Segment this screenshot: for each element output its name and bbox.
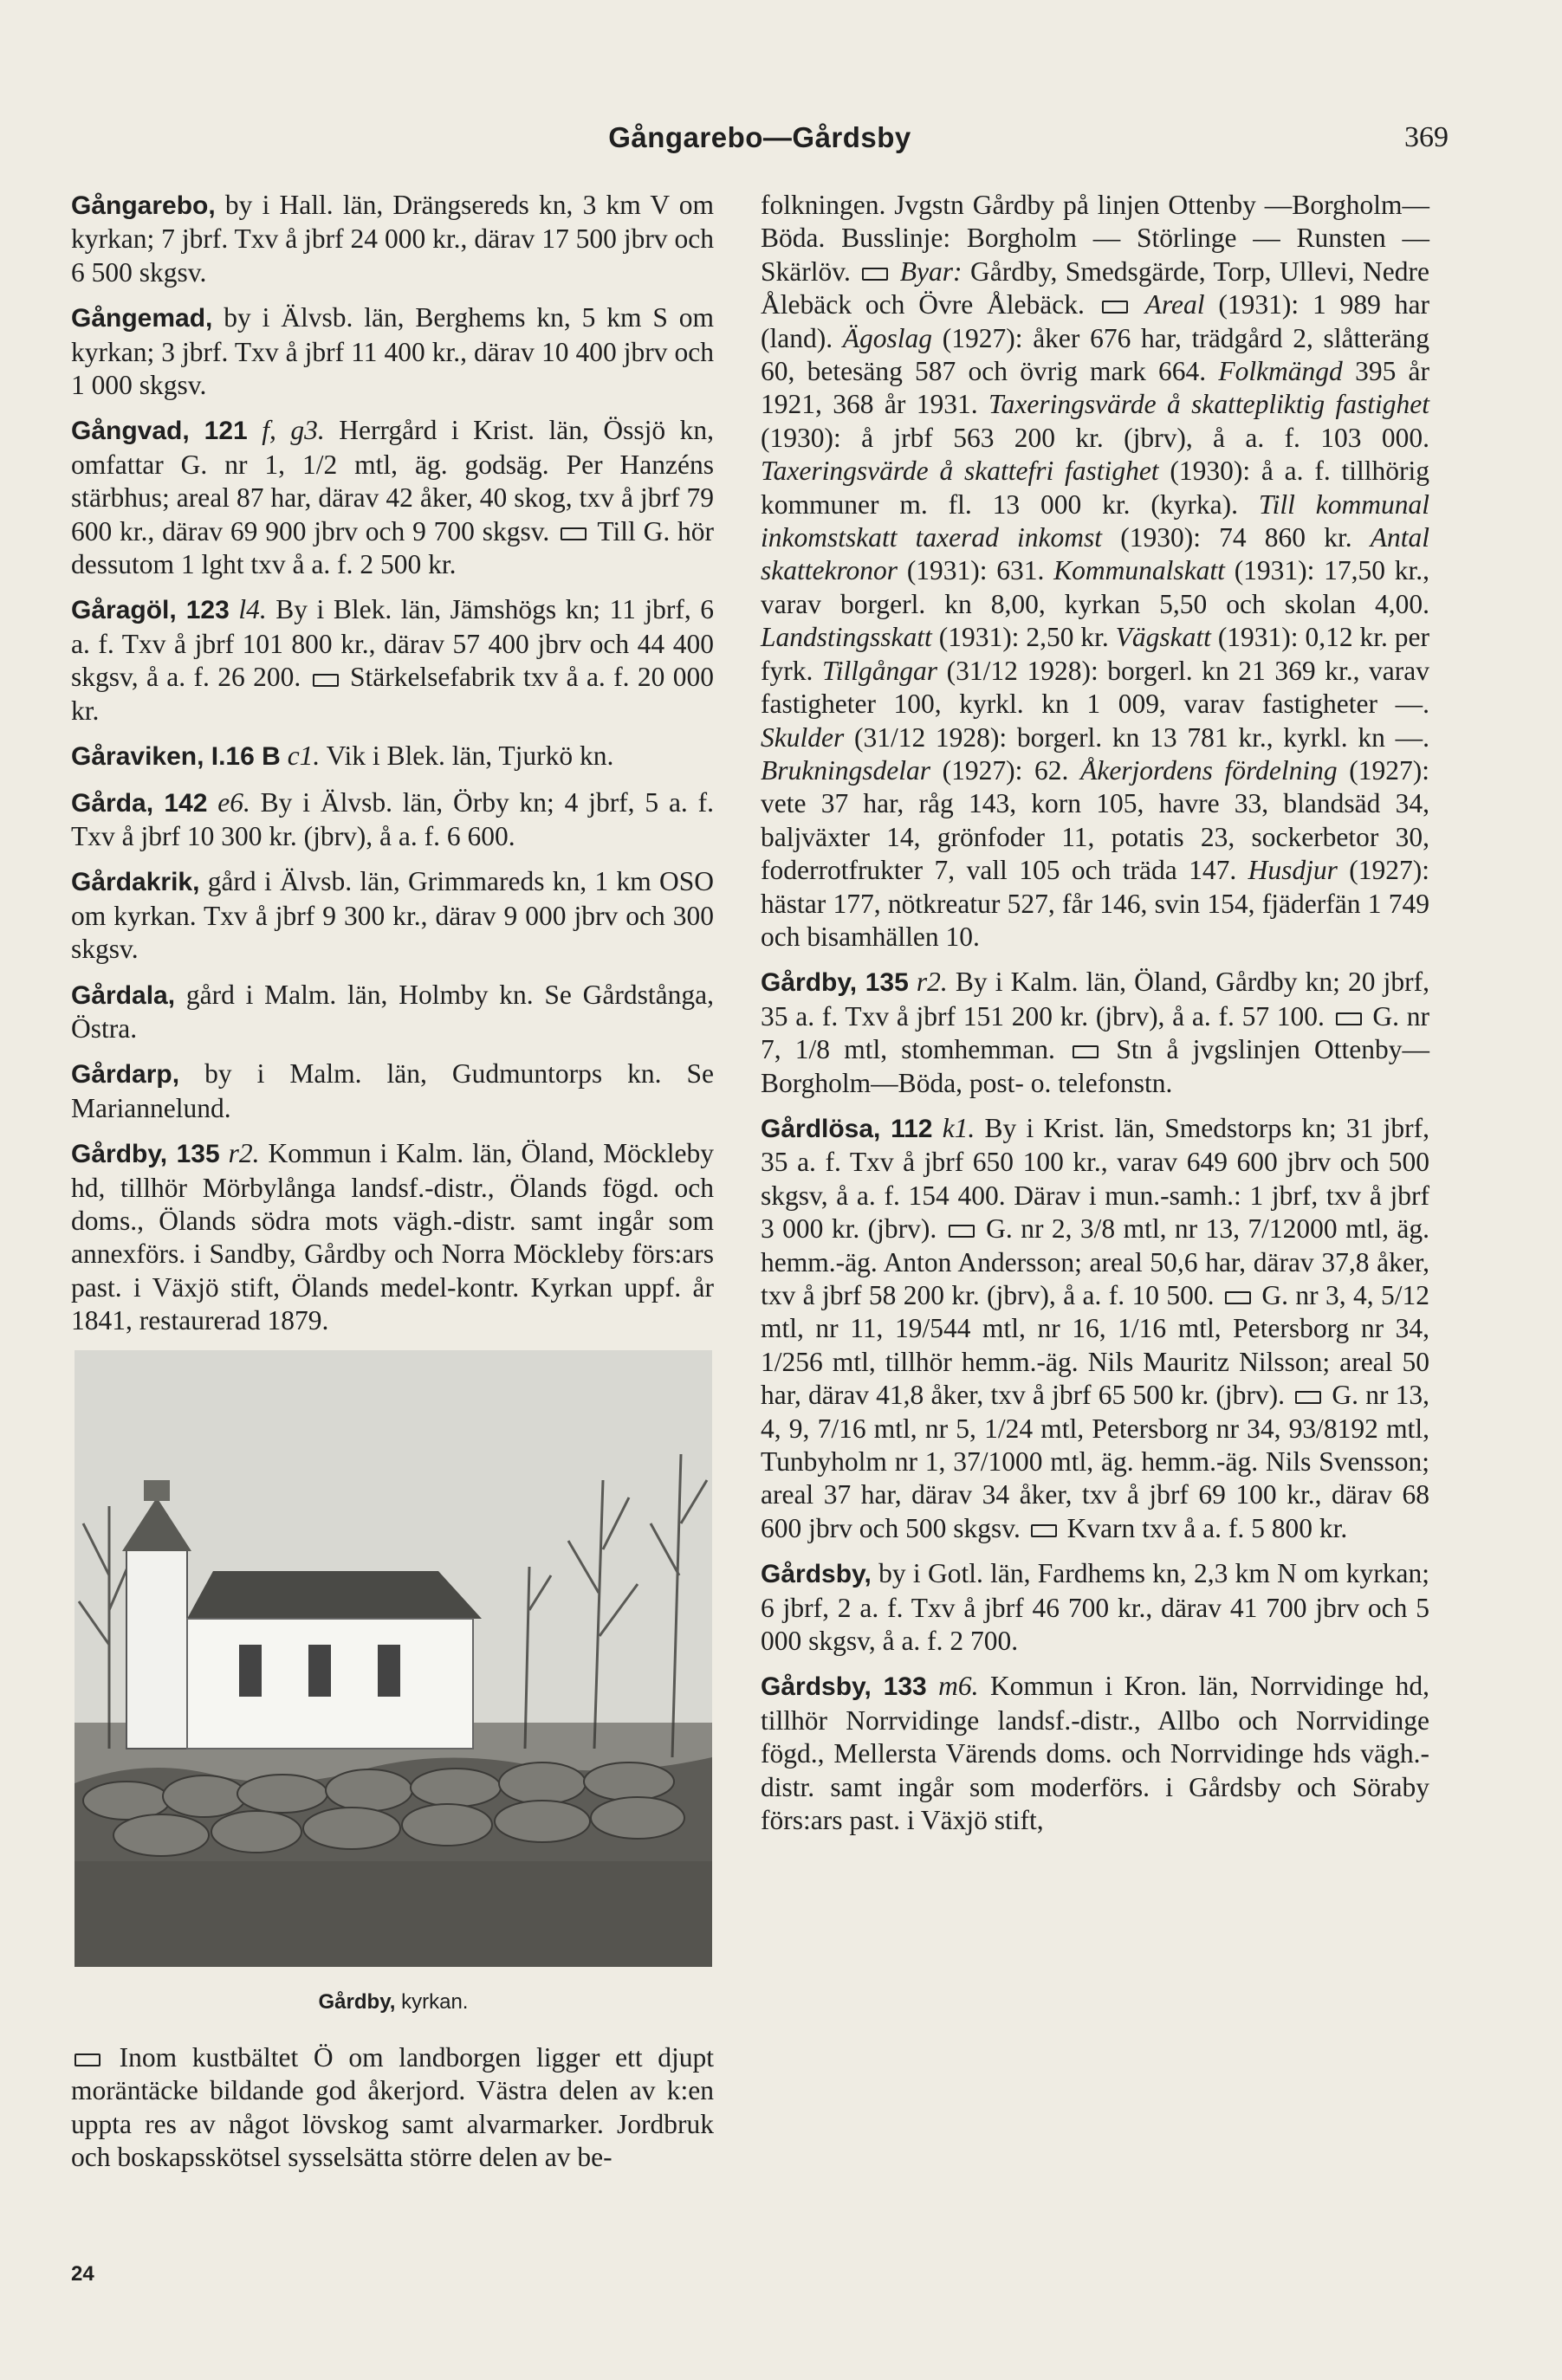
field-label: Byar: [899,255,962,287]
field-label: Husdjur [1248,855,1338,886]
field-label: Brukningsdelar [761,754,930,786]
field-label: Landstingsskatt [761,622,932,653]
field-label: Taxeringsvärde å skattefri fastighet [761,456,1159,487]
section-symbol-icon [1295,1391,1321,1404]
entry-text: By i Blek. län, Jämshögs kn; 11 jbrf, 6 a. f. Txv å jbrf 101 800 kr., därav 57 400 jbrv och 44 400 skgsv, å a. f. 26 200. [71,594,715,693]
entry-text: gård i Malm. län, Holmby kn. Se Gårdstånga, Östra. [71,979,714,1044]
headword: Gårdsby, [761,1560,872,1589]
entry-text: Stärkelsefabrik txv å a. f. 20 000 kr. [71,662,714,726]
headword: Gåragöl, 123 [71,596,230,625]
church-figure [75,1350,712,2019]
entry-text: Vik i Blek. län, Tjurkö kn. [326,741,614,772]
entry-text: By i Krist. län, Smedstorps kn; 31 jbrf, 35 a. f. Txv å jbrf 650 100 kr., varav 649 600 jbrv och 500 skgsv, å a. f. 154 400. Därav i mun.-samh.: 1 jbrf, txv å jbrf 3 000 kr. (jbrv). [761,1112,1429,1245]
entry-text: by i Hall. län, Drängsereds kn, 3 km V om kyrkan; 7 jbrf. Txv å jbrf 24 000 kr., därav 17 500 jbrv och 6 500 skgsv. [71,190,715,288]
entry-gangemad [71,301,714,402]
headword: Gårdby, 135 [761,968,909,998]
entry-text: (1930): å a. f. tillhörig kommuner m. fl. 13 000 kr. (kyrka). [761,456,1429,520]
field-label: Åkerjordens fördelning [1080,754,1338,786]
entry-gardsby-gotl [761,1557,1429,1658]
field-label: Folkmängd [1218,356,1343,387]
map-reference: l4. [238,594,267,625]
entry-text: G. nr 13, 4, 9, 7/16 mtl, nr 5, 1/24 mtl, Petersborg nr 34, 93/8192 mtl, Tunbyholm nr 1, 37/1000 mtl, äg. hemm.-äg. Nils Svensson; areal 37 har, därav 34 åker, txv å jbrf 69 100 kr., därav 68 600 jbrv och 500 skgsv. [761,1380,1429,1543]
entry-text: Gårdby, Smedsgärde, Torp, Ullevi, Nedre Ålebäck och Övre Ålebäck. [761,255,1429,320]
entry-text: (1927): hästar 177, nötkreatur 527, får 146, svin 154, fjäderfän 1 749 och bisamhällen 10. [761,855,1430,952]
church-illustration [75,1350,712,1967]
church-photo [75,1350,712,1967]
map-reference: m6. [938,1671,979,1702]
section-symbol-icon [1336,1012,1362,1025]
entry-text: by i Malm. län, Gudmuntorps kn. Se Mariannelund. [71,1058,714,1123]
entry-gardlosa [761,1112,1429,1545]
entry-gangvad [71,414,714,581]
running-title: Gångarebo—Gårdsby [608,121,911,153]
entry-gardby-kommun [71,1137,714,1337]
entry-text: (1931): 0,12 kr. per fyrk. [761,622,1429,686]
entry-text: G. nr 7, 1/8 mtl, stomhemman. [761,1000,1430,1065]
entry-text: (1927): 62. [942,754,1069,786]
section-symbol-icon [75,2053,100,2066]
map-reference: k1. [942,1112,975,1143]
landscape-note [71,2041,714,2175]
entry-text: (1931): 1 989 har (land). [761,289,1430,353]
field-label: Till kommunal inkomstskatt taxerad inkomst [761,488,1430,553]
section-symbol-icon [1225,1291,1251,1304]
field-label: Ägoslag [842,322,933,353]
entry-text: Kommun i Kron. län, Norrvidinge hd, tillhör Norrvidinge landsf.-distr., Allbo och Norrvidinge fögd., Mellersta Värends doms. och Norrvidinge hds vägh.-distr. samt ingår som moderförs. i Gårdsby och Söraby förs:ars past. i Växjö stift, [761,1671,1430,1836]
entry-garaviken [71,740,714,773]
map-reference: c1. [287,741,321,772]
entry-text: (1931): 17,50 kr., varav borgerl. kn 8,00, kyrkan 5,50 och skolan 4,00. [761,555,1430,619]
entry-text: by i Älvsb. län, Berghems kn, 5 km S om kyrkan; 3 jbrf. Txv å jbrf 11 400 kr., därav 10 400 jbrv och 1 000 skgsv. [71,302,714,401]
entry-text: folkningen. Jvgstn Gårdby på linjen Ottenby —Borgholm—Böda. Busslinje: Borgholm — Störlinge — Runsten — Skärlöv. [761,190,1429,287]
field-label: Antal skattekronor [761,522,1430,586]
printer-signature: 24 [71,2262,94,2286]
entry-text: (1930): å jrbf 563 200 kr. (jbrv), å a. f. 103 000. [761,422,1429,453]
headword: Gårdby, 135 [71,1140,220,1169]
section-symbol-icon [313,674,339,687]
field-label: Tillgångar [821,655,938,686]
section-symbol-icon [862,268,888,281]
entry-text: (31/12 1928): borgerl. kn 21 369 kr., varav fastigheter 100, kyrkl. kn 1 009, varav fastigheter —. [761,655,1430,720]
entry-text: Till G. hör dessutom 1 lght txv å a. f. 2 500 kr. [71,515,714,580]
section-symbol-icon [949,1225,975,1238]
headword: Gårdarp, [71,1060,180,1090]
entry-text: (1931): 2,50 kr. [938,622,1109,653]
field-label: Areal [1144,289,1205,320]
page-number: 369 [1404,121,1449,153]
map-reference: f, g3. [262,415,325,446]
entry-text: By i Kalm. län, Öland, Gårdby kn; 20 jbrf, 35 a. f. Txv å jbrf 151 200 kr. (jbrv), å a. f. 57 100. [761,967,1430,1032]
field-label: Vägskatt [1115,622,1211,653]
entry-text: Kommun i Kalm. län, Öland, Möckleby hd, tillhör Mörbylånga landsf.-distr., Ölands fögd. och doms., Ölands södra mots vägh.-distr. samt ingår som annexförs. i Sandby, Gårdby och Norra Möckleby förs:ars past. i Växjö stift, Ölands medel-kontr. Kyrkan uppf. år 1841, restaurerad 1879. [71,1138,715,1336]
map-reference: r2. [228,1138,260,1169]
section-symbol-icon [561,527,587,540]
headword: Gårdsby, 133 [761,1672,927,1702]
note-text: Inom kustbältet Ö om landborgen ligger ett djupt moräntäcke bildande god åkerjord. Västra delen av k:en uppta res av något lövskog samt alvarmarker. Jordbruk och boskapsskötsel sysselsätta större delen av be- [71,2042,714,2173]
headword: Gåraviken, I.16 B [71,742,281,772]
headword: Gångemad, [71,304,213,333]
headword: Gårdlösa, 112 [761,1114,933,1143]
section-symbol-icon [1031,1524,1057,1537]
entry-gardala [71,979,714,1046]
map-reference: r2. [916,967,948,998]
entry-gardakrik [71,865,714,966]
entry-text: Herrgård i Krist. län, Össjö kn, omfattar G. nr 1, 1/2 mtl, äg. godsäg. Per Hanzéns stärbhus; areal 87 har, därav 42 åker, 40 skog, txv å jbrf 79 600 kr., därav 69 900 jbrv och 9 700 skgsv. [71,415,715,546]
headword: Gårdakrik, [71,868,200,897]
entry-text: (1927): vete 37 har, råg 143, korn 105, havre 33, blandsäd 34, baljväxter 14, grönfoder 11, potatis 23, sockerbetor 30, foderrotfrukter 7, vall 105 och träda 147. [761,754,1430,886]
entry-garda [71,786,714,854]
headword: Gårda, 142 [71,788,208,818]
page-header [71,114,1449,166]
right-column [761,189,1429,1850]
headword: Gårdala, [71,980,176,1010]
left-column [71,189,714,2187]
entry-gardby-continued [761,189,1429,954]
entry-text: gård i Älvsb. län, Grimmareds kn, 1 km OSO om kyrkan. Txv å jbrf 9 300 kr., därav 9 000 jbrv och 300 skgsv. [71,866,714,965]
entry-gangarebo [71,189,714,289]
caption-name: Gårdby, [318,1989,396,2014]
field-label: Skulder [761,721,845,753]
entry-gardby-by [761,966,1429,1100]
entry-text: By i Älvsb. län, Örby kn; 4 jbrf, 5 a. f. Txv å jbrf 10 300 kr. (jbrv), å a. f. 6 600. [71,786,714,851]
entry-text: 395 år 1921, 368 år 1931. [761,356,1430,420]
entry-text: (1930): 74 860 kr. [1120,522,1352,553]
section-symbol-icon [1102,301,1128,314]
field-label: Taxeringsvärde å skattepliktig fastighet [988,389,1430,420]
entry-text: (31/12 1928): borgerl. kn 13 781 kr., kyrkl. kn —. [853,721,1430,753]
entry-text: G. nr 3, 4, 5/12 mtl, nr 11, 19/544 mtl, nr 16, 1/16 mtl, Petersborg nr 34, 1/256 mtl, tillhör hemm.-äg. Nils Mauritz Nilsson; areal 50 har, därav 41,8 åker, txv å jbrf 65 500 kr. (jbrv). [761,1280,1429,1411]
caption-text: kyrkan. [401,1989,469,2014]
entry-text: Kvarn txv å a. f. 5 800 kr. [1066,1512,1348,1543]
photo-caption [75,1986,712,2019]
entry-gardarp [71,1057,714,1125]
headword: Gångvad, 121 [71,417,248,446]
entry-text: (1927): åker 676 har, trädgård 2, slåtteräng 60, betesäng 587 och övrig mark 664. [761,322,1429,387]
map-reference: e6. [217,786,250,818]
entry-text: (1931): 631. [906,555,1045,586]
field-label: Kommunalskatt [1053,555,1225,586]
entry-gardsby-kommun [761,1670,1429,1837]
entry-text: G. nr 2, 3/8 mtl, nr 13, 7/12000 mtl, äg. hemm.-äg. Anton Andersson; areal 50,6 har, därav 37,8 åker, txv å jbrf 58 200 kr. (jbrv), å a. f. 10 500. [761,1213,1429,1310]
section-symbol-icon [1073,1045,1099,1058]
entry-garagol [71,593,714,728]
entry-text: Stn å jvgslinjen Ottenby—Borgholm—Böda, post- o. telefonstn. [761,1034,1430,1098]
headword: Gångarebo, [71,191,216,220]
entry-text: by i Gotl. län, Fardhems kn, 2,3 km N om kyrkan; 6 jbrf, 2 a. f. Txv å jbrf 46 700 kr., därav 41 700 jbrv och 5 000 skgsv, å a. f. 2 700. [761,1558,1429,1657]
